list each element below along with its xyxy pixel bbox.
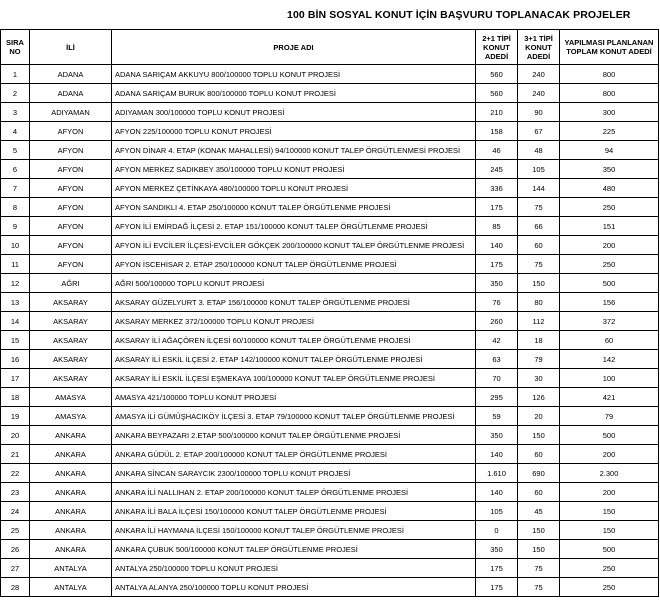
table-row bbox=[1, 236, 659, 255]
table-row bbox=[1, 84, 659, 103]
cell-3plus1-adedi: 240 bbox=[518, 65, 560, 84]
cell-2plus1-adedi: 560 bbox=[476, 84, 518, 103]
cell-2plus1-adedi: 46 bbox=[476, 141, 518, 160]
header-2plus1 bbox=[476, 30, 518, 65]
cell-toplam-adedi: 100 bbox=[560, 369, 659, 388]
cell-toplam-adedi: 250 bbox=[560, 559, 659, 578]
cell-sira-no: 1 bbox=[1, 65, 30, 84]
cell-2plus1-adedi: 336 bbox=[476, 179, 518, 198]
cell-il: ANKARA bbox=[30, 502, 112, 521]
cell-sira-no: 28 bbox=[1, 578, 30, 597]
cell-3plus1-adedi: 150 bbox=[518, 540, 560, 559]
cell-2plus1-adedi: 140 bbox=[476, 236, 518, 255]
cell-il: ANKARA bbox=[30, 540, 112, 559]
cell-sira-no: 8 bbox=[1, 198, 30, 217]
cell-sira-no: 12 bbox=[1, 274, 30, 293]
header-2plus1-line1: 2+1 TİPİ bbox=[482, 33, 511, 43]
header-il: İLİ bbox=[30, 30, 112, 65]
cell-il: ANTALYA bbox=[30, 559, 112, 578]
cell-3plus1-adedi: 690 bbox=[518, 464, 560, 483]
page-title: 100 BİN SOSYAL KONUT İÇİN BAŞVURU TOPLANACAK PROJELER bbox=[287, 9, 631, 21]
cell-proje-adi: AFYON İLİ EVCİLER İLÇESİ-EVCİLER GÖKÇEK 200/100000 KONUT TALEP ÖRGÜTLENME PROJESİ bbox=[112, 236, 476, 255]
cell-sira-no: 24 bbox=[1, 502, 30, 521]
cell-3plus1-adedi: 112 bbox=[518, 312, 560, 331]
cell-2plus1-adedi: 70 bbox=[476, 369, 518, 388]
header-2plus1-line3: ADEDİ bbox=[484, 51, 509, 61]
cell-sira-no: 18 bbox=[1, 388, 30, 407]
header-proje-adi: PROJE ADI bbox=[112, 30, 476, 65]
page-title-bar bbox=[0, 4, 660, 26]
cell-3plus1-adedi: 126 bbox=[518, 388, 560, 407]
cell-sira-no: 6 bbox=[1, 160, 30, 179]
cell-3plus1-adedi: 90 bbox=[518, 103, 560, 122]
table-row bbox=[1, 274, 659, 293]
table-row bbox=[1, 369, 659, 388]
cell-toplam-adedi: 500 bbox=[560, 540, 659, 559]
cell-3plus1-adedi: 79 bbox=[518, 350, 560, 369]
table-row bbox=[1, 141, 659, 160]
cell-2plus1-adedi: 59 bbox=[476, 407, 518, 426]
cell-2plus1-adedi: 175 bbox=[476, 198, 518, 217]
cell-il: AĞRI bbox=[30, 274, 112, 293]
cell-il: AFYON bbox=[30, 217, 112, 236]
cell-sira-no: 14 bbox=[1, 312, 30, 331]
cell-sira-no: 5 bbox=[1, 141, 30, 160]
cell-proje-adi: AMASYA 421/100000 TOPLU KONUT PROJESİ bbox=[112, 388, 476, 407]
cell-2plus1-adedi: 175 bbox=[476, 578, 518, 597]
table-row bbox=[1, 217, 659, 236]
cell-toplam-adedi: 372 bbox=[560, 312, 659, 331]
table-row bbox=[1, 350, 659, 369]
table-row bbox=[1, 103, 659, 122]
cell-proje-adi: AKSARAY İLİ ESKİL İLÇESİ 2. ETAP 142/100000 KONUT TALEP ÖRGÜTLENME PROJESİ bbox=[112, 350, 476, 369]
cell-il: ANKARA bbox=[30, 445, 112, 464]
cell-toplam-adedi: 250 bbox=[560, 255, 659, 274]
cell-2plus1-adedi: 42 bbox=[476, 331, 518, 350]
cell-2plus1-adedi: 210 bbox=[476, 103, 518, 122]
cell-toplam-adedi: 94 bbox=[560, 141, 659, 160]
cell-proje-adi: AKSARAY GÜZELYURT 3. ETAP 156/100000 KONUT TALEP ÖRGÜTLENME PROJESİ bbox=[112, 293, 476, 312]
cell-il: AKSARAY bbox=[30, 350, 112, 369]
cell-il: AKSARAY bbox=[30, 293, 112, 312]
cell-il: AMASYA bbox=[30, 388, 112, 407]
cell-proje-adi: AFYON İSCEHİSAR 2. ETAP 250/100000 KONUT TALEP ÖRGÜTLENME PROJESİ bbox=[112, 255, 476, 274]
cell-proje-adi: ANKARA İLİ NALLIHAN 2. ETAP 200/100000 KONUT TALEP ÖRGÜTLENME PROJESİ bbox=[112, 483, 476, 502]
cell-3plus1-adedi: 67 bbox=[518, 122, 560, 141]
cell-toplam-adedi: 79 bbox=[560, 407, 659, 426]
cell-toplam-adedi: 150 bbox=[560, 502, 659, 521]
cell-proje-adi: AFYON SANDIKLI 4. ETAP 250/100000 KONUT TALEP ÖRGÜTLENME PROJESİ bbox=[112, 198, 476, 217]
cell-toplam-adedi: 350 bbox=[560, 160, 659, 179]
cell-toplam-adedi: 200 bbox=[560, 445, 659, 464]
cell-sira-no: 3 bbox=[1, 103, 30, 122]
cell-il: AKSARAY bbox=[30, 312, 112, 331]
cell-il: ANKARA bbox=[30, 426, 112, 445]
cell-proje-adi: ANKARA SİNCAN SARAYCIK 2300/100000 TOPLU KONUT PROJESİ bbox=[112, 464, 476, 483]
cell-2plus1-adedi: 260 bbox=[476, 312, 518, 331]
cell-il: ANKARA bbox=[30, 464, 112, 483]
cell-2plus1-adedi: 0 bbox=[476, 521, 518, 540]
cell-sira-no: 23 bbox=[1, 483, 30, 502]
cell-toplam-adedi: 2.300 bbox=[560, 464, 659, 483]
cell-sira-no: 26 bbox=[1, 540, 30, 559]
table-row bbox=[1, 464, 659, 483]
cell-2plus1-adedi: 1.610 bbox=[476, 464, 518, 483]
cell-2plus1-adedi: 76 bbox=[476, 293, 518, 312]
table-row bbox=[1, 540, 659, 559]
cell-toplam-adedi: 421 bbox=[560, 388, 659, 407]
cell-il: AMASYA bbox=[30, 407, 112, 426]
cell-toplam-adedi: 151 bbox=[560, 217, 659, 236]
header-sira-no bbox=[1, 30, 30, 65]
cell-3plus1-adedi: 30 bbox=[518, 369, 560, 388]
table-row bbox=[1, 122, 659, 141]
cell-proje-adi: ADANA SARIÇAM AKKUYU 800/100000 TOPLU KONUT PROJESİ bbox=[112, 65, 476, 84]
table-row bbox=[1, 65, 659, 84]
cell-proje-adi: AFYON 225/100000 TOPLU KONUT PROJESİ bbox=[112, 122, 476, 141]
header-toplam-line1: YAPILMASI PLANLANAN bbox=[564, 38, 654, 47]
cell-3plus1-adedi: 150 bbox=[518, 274, 560, 293]
cell-sira-no: 16 bbox=[1, 350, 30, 369]
table-row bbox=[1, 312, 659, 331]
cell-sira-no: 11 bbox=[1, 255, 30, 274]
table-row bbox=[1, 578, 659, 597]
cell-2plus1-adedi: 85 bbox=[476, 217, 518, 236]
cell-2plus1-adedi: 158 bbox=[476, 122, 518, 141]
projects-table bbox=[0, 29, 659, 597]
cell-sira-no: 17 bbox=[1, 369, 30, 388]
cell-toplam-adedi: 300 bbox=[560, 103, 659, 122]
cell-2plus1-adedi: 140 bbox=[476, 445, 518, 464]
cell-proje-adi: ADANA SARIÇAM BURUK 800/100000 TOPLU KONUT PROJESİ bbox=[112, 84, 476, 103]
table-row bbox=[1, 179, 659, 198]
cell-proje-adi: ADIYAMAN 300/100000 TOPLU KONUT PROJESİ bbox=[112, 103, 476, 122]
cell-proje-adi: ANKARA İLİ HAYMANA İLÇESİ 150/100000 KONUT TALEP ÖRGÜTLENME PROJESİ bbox=[112, 521, 476, 540]
cell-il: ADANA bbox=[30, 65, 112, 84]
cell-toplam-adedi: 142 bbox=[560, 350, 659, 369]
cell-il: AFYON bbox=[30, 179, 112, 198]
cell-sira-no: 7 bbox=[1, 179, 30, 198]
cell-proje-adi: ANKARA ÇUBUK 500/100000 KONUT TALEP ÖRGÜTLENME PROJESİ bbox=[112, 540, 476, 559]
cell-3plus1-adedi: 60 bbox=[518, 445, 560, 464]
header-toplam-line2: TOPLAM KONUT ADEDİ bbox=[566, 47, 652, 56]
cell-toplam-adedi: 800 bbox=[560, 65, 659, 84]
cell-toplam-adedi: 500 bbox=[560, 426, 659, 445]
cell-2plus1-adedi: 350 bbox=[476, 426, 518, 445]
cell-il: ADANA bbox=[30, 84, 112, 103]
cell-proje-adi: ANKARA BEYPAZARI 2.ETAP 500/100000 KONUT TALEP ÖRGÜTLENME PROJESİ bbox=[112, 426, 476, 445]
cell-proje-adi: ANKARA GÜDÜL 2. ETAP 200/100000 KONUT TALEP ÖRGÜTLENME PROJESİ bbox=[112, 445, 476, 464]
header-sira-line1: SIRA bbox=[6, 38, 24, 47]
cell-proje-adi: AFYON DİNAR 4. ETAP (KONAK MAHALLESİ) 94/100000 KONUT TALEP ÖRGÜTLENMESİ PROJESİ bbox=[112, 141, 476, 160]
cell-il: AFYON bbox=[30, 198, 112, 217]
cell-3plus1-adedi: 105 bbox=[518, 160, 560, 179]
table-row bbox=[1, 445, 659, 464]
cell-2plus1-adedi: 140 bbox=[476, 483, 518, 502]
cell-3plus1-adedi: 45 bbox=[518, 502, 560, 521]
cell-toplam-adedi: 480 bbox=[560, 179, 659, 198]
header-toplam bbox=[560, 30, 659, 65]
cell-2plus1-adedi: 350 bbox=[476, 274, 518, 293]
cell-sira-no: 13 bbox=[1, 293, 30, 312]
cell-3plus1-adedi: 144 bbox=[518, 179, 560, 198]
cell-proje-adi: AKSARAY İLİ ESKİL İLÇESİ EŞMEKAYA 100/100000 KONUT TALEP ÖRGÜTLENME PROJESİ bbox=[112, 369, 476, 388]
header-3plus1-line1: 3+1 TİPİ bbox=[524, 33, 553, 43]
cell-sira-no: 20 bbox=[1, 426, 30, 445]
cell-3plus1-adedi: 48 bbox=[518, 141, 560, 160]
table-row bbox=[1, 426, 659, 445]
cell-proje-adi: AKSARAY MERKEZ 372/100000 TOPLU KONUT PROJESİ bbox=[112, 312, 476, 331]
cell-2plus1-adedi: 63 bbox=[476, 350, 518, 369]
cell-toplam-adedi: 250 bbox=[560, 198, 659, 217]
table-row bbox=[1, 293, 659, 312]
cell-il: AFYON bbox=[30, 255, 112, 274]
cell-toplam-adedi: 156 bbox=[560, 293, 659, 312]
cell-il: AKSARAY bbox=[30, 369, 112, 388]
cell-2plus1-adedi: 105 bbox=[476, 502, 518, 521]
cell-3plus1-adedi: 60 bbox=[518, 483, 560, 502]
cell-2plus1-adedi: 175 bbox=[476, 255, 518, 274]
cell-il: ANKARA bbox=[30, 521, 112, 540]
table-row bbox=[1, 388, 659, 407]
cell-il: AFYON bbox=[30, 160, 112, 179]
cell-sira-no: 25 bbox=[1, 521, 30, 540]
cell-proje-adi: AFYON MERKEZ SADIKBEY 350/100000 TOPLU KONUT PROJESİ bbox=[112, 160, 476, 179]
cell-3plus1-adedi: 75 bbox=[518, 198, 560, 217]
cell-toplam-adedi: 200 bbox=[560, 236, 659, 255]
header-3plus1-line2: KONUT bbox=[525, 42, 552, 52]
cell-proje-adi: AFYON İLİ EMİRDAĞ İLÇESİ 2. ETAP 151/100000 KONUT TALEP ÖRGÜTLENME PROJESİ bbox=[112, 217, 476, 236]
cell-3plus1-adedi: 75 bbox=[518, 559, 560, 578]
table-row bbox=[1, 502, 659, 521]
cell-il: ANTALYA bbox=[30, 578, 112, 597]
cell-sira-no: 27 bbox=[1, 559, 30, 578]
cell-3plus1-adedi: 240 bbox=[518, 84, 560, 103]
cell-3plus1-adedi: 75 bbox=[518, 255, 560, 274]
cell-3plus1-adedi: 66 bbox=[518, 217, 560, 236]
header-3plus1-line3: ADEDİ bbox=[526, 51, 551, 61]
cell-proje-adi: ANTALYA ALANYA 250/100000 TOPLU KONUT PROJESİ bbox=[112, 578, 476, 597]
cell-2plus1-adedi: 560 bbox=[476, 65, 518, 84]
header-3plus1 bbox=[518, 30, 560, 65]
table-row bbox=[1, 198, 659, 217]
table-header-row bbox=[1, 30, 659, 65]
cell-toplam-adedi: 60 bbox=[560, 331, 659, 350]
cell-sira-no: 9 bbox=[1, 217, 30, 236]
cell-sira-no: 15 bbox=[1, 331, 30, 350]
cell-3plus1-adedi: 80 bbox=[518, 293, 560, 312]
header-sira-line2: NO bbox=[9, 47, 21, 56]
cell-toplam-adedi: 250 bbox=[560, 578, 659, 597]
cell-sira-no: 2 bbox=[1, 84, 30, 103]
cell-3plus1-adedi: 18 bbox=[518, 331, 560, 350]
table-row bbox=[1, 331, 659, 350]
cell-il: AKSARAY bbox=[30, 331, 112, 350]
cell-proje-adi: AMASYA İLİ GÜMÜŞHACIKÖY İLÇESİ 3. ETAP 79/100000 KONUT TALEP ÖRGÜTLENME PROJESİ bbox=[112, 407, 476, 426]
cell-il: AFYON bbox=[30, 141, 112, 160]
cell-toplam-adedi: 150 bbox=[560, 521, 659, 540]
cell-toplam-adedi: 200 bbox=[560, 483, 659, 502]
table-body bbox=[1, 65, 659, 597]
cell-3plus1-adedi: 75 bbox=[518, 578, 560, 597]
cell-proje-adi: AFYON MERKEZ ÇETİNKAYA 480/100000 TOPLU KONUT PROJESİ bbox=[112, 179, 476, 198]
table-row bbox=[1, 559, 659, 578]
cell-toplam-adedi: 225 bbox=[560, 122, 659, 141]
cell-3plus1-adedi: 150 bbox=[518, 521, 560, 540]
cell-proje-adi: AKSARAY İLİ AĞAÇÖREN İLÇESİ 60/100000 KONUT TALEP ÖRGÜTLENME PROJESİ bbox=[112, 331, 476, 350]
header-2plus1-line2: KONUT bbox=[483, 42, 510, 52]
table-row bbox=[1, 160, 659, 179]
table-row bbox=[1, 255, 659, 274]
cell-2plus1-adedi: 245 bbox=[476, 160, 518, 179]
cell-3plus1-adedi: 60 bbox=[518, 236, 560, 255]
cell-3plus1-adedi: 150 bbox=[518, 426, 560, 445]
cell-sira-no: 10 bbox=[1, 236, 30, 255]
cell-2plus1-adedi: 175 bbox=[476, 559, 518, 578]
cell-proje-adi: AĞRI 500/100000 TOPLU KONUT PROJESİ bbox=[112, 274, 476, 293]
cell-il: AFYON bbox=[30, 122, 112, 141]
cell-3plus1-adedi: 20 bbox=[518, 407, 560, 426]
cell-toplam-adedi: 500 bbox=[560, 274, 659, 293]
cell-sira-no: 4 bbox=[1, 122, 30, 141]
cell-sira-no: 19 bbox=[1, 407, 30, 426]
cell-2plus1-adedi: 350 bbox=[476, 540, 518, 559]
table-row bbox=[1, 407, 659, 426]
cell-proje-adi: ANKARA İLİ BALA İLÇESİ 150/100000 KONUT TALEP ÖRGÜTLENME PROJESİ bbox=[112, 502, 476, 521]
cell-il: ADIYAMAN bbox=[30, 103, 112, 122]
cell-sira-no: 22 bbox=[1, 464, 30, 483]
cell-toplam-adedi: 800 bbox=[560, 84, 659, 103]
cell-il: ANKARA bbox=[30, 483, 112, 502]
cell-proje-adi: ANTALYA 250/100000 TOPLU KONUT PROJESİ bbox=[112, 559, 476, 578]
cell-sira-no: 21 bbox=[1, 445, 30, 464]
cell-2plus1-adedi: 295 bbox=[476, 388, 518, 407]
table-row bbox=[1, 483, 659, 502]
cell-il: AFYON bbox=[30, 236, 112, 255]
table-row bbox=[1, 521, 659, 540]
